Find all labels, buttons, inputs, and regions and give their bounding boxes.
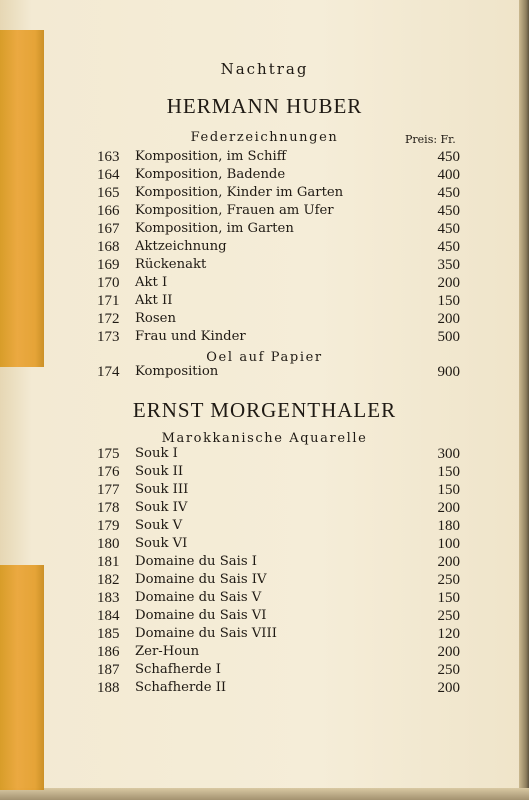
- catalog-entry: [0, 149, 529, 167]
- catalog-entry: [0, 608, 529, 626]
- entry-number: 163: [97, 149, 120, 165]
- catalog-entry: [0, 536, 529, 554]
- entry-title: Komposition, Kinder im Garten: [135, 185, 344, 200]
- entry-title: Akt II: [135, 293, 173, 308]
- entry-number: 175: [97, 446, 120, 462]
- entry-title: Komposition, Badende: [135, 167, 286, 182]
- catalog-entry: [0, 293, 529, 311]
- entry-number: 169: [97, 257, 120, 273]
- entry-price: 900: [437, 364, 460, 380]
- entry-price: 450: [437, 221, 460, 237]
- entry-number: 164: [97, 167, 120, 183]
- catalog-entry: [0, 364, 529, 382]
- artist-name: HERMANN HUBER: [166, 94, 363, 118]
- catalog-entry: [0, 185, 529, 203]
- catalog-entry: [0, 572, 529, 590]
- entry-number: 176: [97, 464, 120, 480]
- entry-price: 120: [437, 626, 460, 642]
- entry-title: Domaine du Sais VI: [135, 608, 267, 623]
- entry-number: 180: [97, 536, 120, 552]
- entry-title: Souk VI: [135, 536, 188, 551]
- entry-title: Domaine du Sais V: [135, 590, 262, 605]
- entry-price: 200: [437, 680, 460, 696]
- entry-number: 178: [97, 500, 120, 516]
- catalog-entry: [0, 500, 529, 518]
- entry-number: 173: [97, 329, 120, 345]
- entry-title: Souk IV: [135, 500, 188, 515]
- entry-number: 171: [97, 293, 120, 309]
- page-heading: Nachtrag: [220, 60, 309, 78]
- entry-price: 450: [437, 185, 460, 201]
- entry-price: 200: [437, 311, 460, 327]
- entry-price: 450: [437, 203, 460, 219]
- entry-number: 185: [97, 626, 120, 642]
- page-bottom-edge: [0, 788, 529, 800]
- price-header: Preis: Fr.: [405, 133, 456, 146]
- entry-price: 250: [437, 572, 460, 588]
- entry-title: Komposition, Frauen am Ufer: [135, 203, 334, 218]
- entry-price: 150: [437, 590, 460, 606]
- entry-number: 168: [97, 239, 120, 255]
- entry-price: 350: [437, 257, 460, 273]
- entry-number: 182: [97, 572, 120, 588]
- catalog-entry: [0, 257, 529, 275]
- catalog-entry: [0, 680, 529, 698]
- entry-number: 181: [97, 554, 120, 570]
- entry-number: 186: [97, 644, 120, 660]
- entry-title: Rückenakt: [135, 257, 207, 272]
- catalog-entry: [0, 554, 529, 572]
- entry-number: 184: [97, 608, 120, 624]
- entry-price: 180: [437, 518, 460, 534]
- catalog-entry: [0, 203, 529, 221]
- entry-price: 150: [437, 293, 460, 309]
- entry-price: 500: [437, 329, 460, 345]
- entry-title: Komposition, im Schiff: [135, 149, 287, 164]
- entry-title: Zer-Houn: [135, 644, 200, 659]
- entry-title: Rosen: [135, 311, 176, 326]
- entry-price: 400: [437, 167, 460, 183]
- entry-number: 166: [97, 203, 120, 219]
- entry-title: Domaine du Sais I: [135, 554, 257, 569]
- entry-price: 300: [437, 446, 460, 462]
- section-title: Oel auf Papier: [206, 350, 323, 365]
- entry-title: Souk V: [135, 518, 183, 533]
- entry-number: 177: [97, 482, 120, 498]
- entry-number: 167: [97, 221, 120, 237]
- entry-number: 187: [97, 662, 120, 678]
- entry-title: Komposition: [135, 364, 219, 379]
- entry-number: 170: [97, 275, 120, 291]
- entry-title: Komposition, im Garten: [135, 221, 294, 236]
- entry-price: 100: [437, 536, 460, 552]
- entry-number: 188: [97, 680, 120, 696]
- catalog-entry: [0, 590, 529, 608]
- artist-name: ERNST MORGENTHALER: [132, 398, 397, 422]
- entry-price: 250: [437, 662, 460, 678]
- entry-title: Frau und Kinder: [135, 329, 246, 344]
- entry-title: Domaine du Sais IV: [135, 572, 267, 587]
- section-title: Federzeichnungen: [190, 130, 339, 145]
- entry-title: Schafherde I: [135, 662, 221, 677]
- catalog-entry: [0, 221, 529, 239]
- entry-title: Schafherde II: [135, 680, 227, 695]
- catalog-entry: [0, 239, 529, 257]
- entry-price: 150: [437, 464, 460, 480]
- catalog-entry: [0, 329, 529, 347]
- section-title: Marokkanische Aquarelle: [161, 431, 368, 446]
- entry-title: Domaine du Sais VIII: [135, 626, 277, 641]
- catalog-entry: [0, 446, 529, 464]
- entry-price: 450: [437, 239, 460, 255]
- entry-number: 174: [97, 364, 120, 380]
- entry-title: Akt I: [135, 275, 168, 290]
- catalog-entry: [0, 275, 529, 293]
- entry-price: 200: [437, 275, 460, 291]
- entry-number: 179: [97, 518, 120, 534]
- entry-number: 165: [97, 185, 120, 201]
- catalog-entry: [0, 464, 529, 482]
- entry-title: Souk II: [135, 464, 184, 479]
- entry-price: 200: [437, 554, 460, 570]
- entry-price: 450: [437, 149, 460, 165]
- entry-number: 172: [97, 311, 120, 327]
- catalog-entry: [0, 482, 529, 500]
- catalog-entry: [0, 518, 529, 536]
- catalog-entry: [0, 662, 529, 680]
- entry-price: 150: [437, 482, 460, 498]
- catalog-entry: [0, 626, 529, 644]
- entry-price: 200: [437, 500, 460, 516]
- catalog-entry: [0, 644, 529, 662]
- entry-number: 183: [97, 590, 120, 606]
- catalog-entry: [0, 167, 529, 185]
- entry-title: Souk I: [135, 446, 178, 461]
- entry-title: Souk III: [135, 482, 189, 497]
- entry-price: 250: [437, 608, 460, 624]
- entry-title: Aktzeichnung: [135, 239, 227, 254]
- catalog-entry: [0, 311, 529, 329]
- entry-price: 200: [437, 644, 460, 660]
